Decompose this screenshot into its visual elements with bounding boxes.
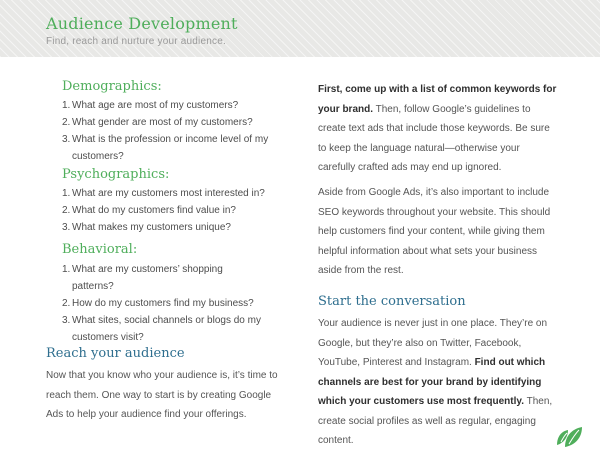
behavioral-heading: Behavioral:: [62, 242, 138, 257]
reach-heading: Reach your audience: [46, 346, 185, 361]
leaf-logo-icon: [555, 425, 585, 449]
page-title: Audience Development: [46, 14, 238, 33]
psychographics-heading: Psychographics:: [62, 167, 170, 182]
demographics-heading: Demographics:: [62, 79, 162, 94]
keywords-text: Then, follow Google’s guidelines to create text ads that include those keywords. Be sure to keep the language natural—otherwise your carefully crafted ads may end up ignored.: [318, 103, 550, 173]
page-subtitle: Find, reach and nurture your audience.: [46, 36, 226, 47]
conversation-paragraph: [318, 314, 558, 451]
conversation-heading: Start the conversation: [318, 294, 466, 309]
psychographics-list: [62, 185, 292, 236]
list-item: 1. What are my customers most interested in?: [62, 188, 265, 199]
list-item: 2. What do my customers find value in?: [62, 205, 236, 216]
list-item: 3. What is the profession or income level of my customers?: [62, 134, 269, 162]
list-item: 1. What are my customers’ shopping patterns?: [62, 264, 223, 292]
list-item: 2. How do my customers find my business?: [62, 298, 254, 309]
list-item: 1. What age are most of my customers?: [62, 100, 239, 111]
conversation-text-end: Then, create social profiles as well as regular, engaging content.: [318, 396, 553, 446]
header-banner: [0, 0, 600, 57]
keywords-paragraph: [318, 80, 558, 178]
list-item: 2. What gender are most of my customers?: [62, 117, 253, 128]
list-item: 3. What sites, social channels or blogs do my customers visit?: [62, 315, 261, 343]
demographics-list: [62, 97, 277, 165]
conversation-bold-text: Find out which channels are best for your brand by identifying which your customers use most frequently.: [318, 357, 546, 407]
seo-paragraph: Aside from Google Ads, it’s also important to include SEO keywords throughout your website. This should help customers find your content, while giving them helpful information about what sets your business aside from the rest.: [318, 187, 551, 276]
keywords-bold-text: First, come up with a list of common keywords for your brand.: [318, 84, 557, 115]
conversation-text-start: Your audience is never just in one place. They’re on Google, but they’re also on Twitter, Facebook, YouTube, Pinterest and Instagram.: [318, 318, 548, 368]
behavioral-list: [62, 261, 267, 346]
list-item: 3. What makes my customers unique?: [62, 222, 231, 233]
reach-paragraph: Now that you know who your audience is, it’s time to reach them. One way to start is by creating Google Ads to help your audience find your offerings.: [46, 370, 278, 420]
